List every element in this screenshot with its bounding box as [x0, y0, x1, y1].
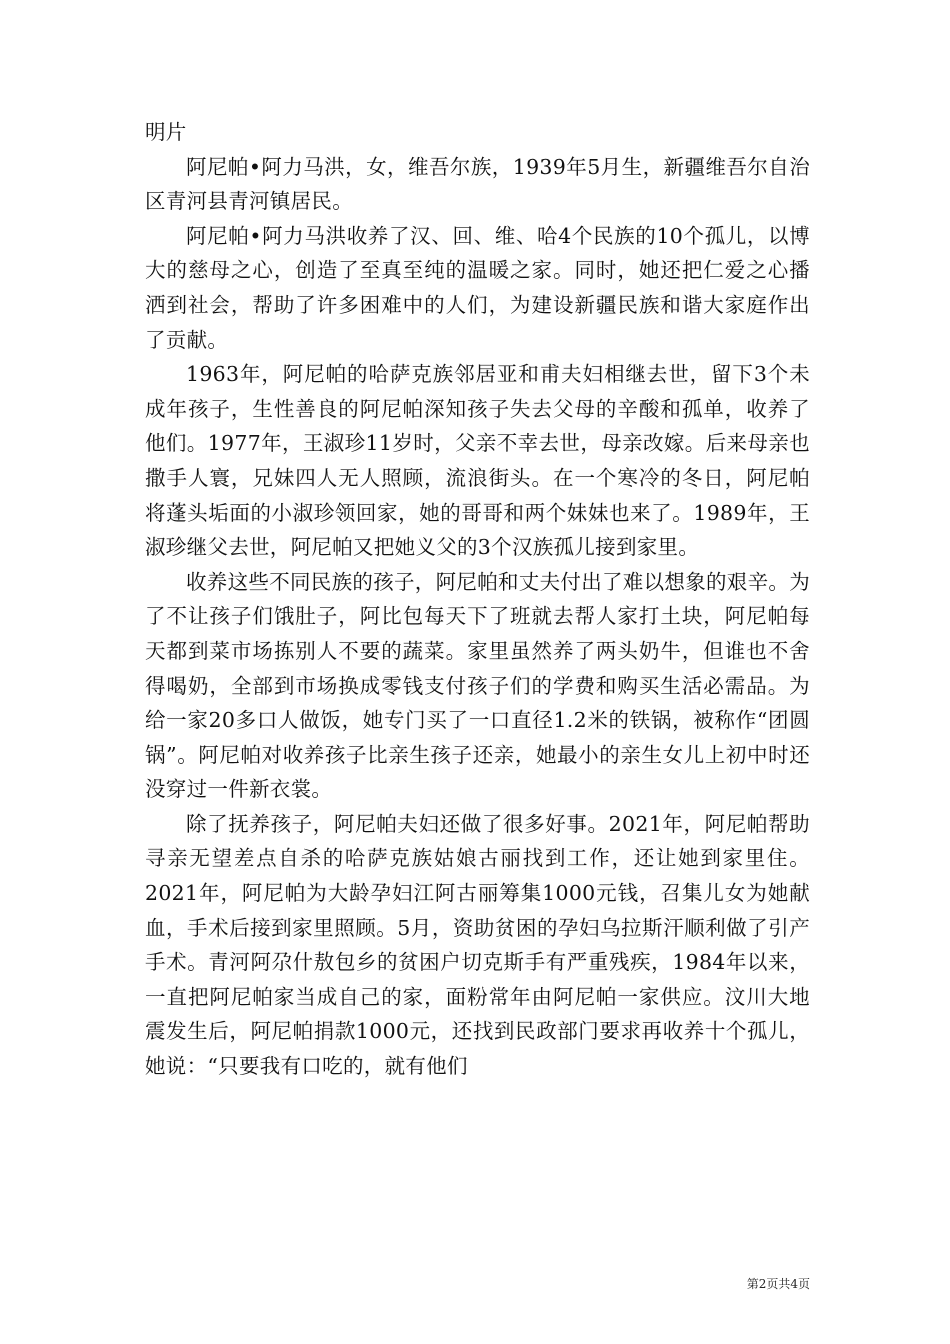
document-body: [145, 115, 810, 1084]
paragraph-adoption-history: 1963年，阿尼帕的哈萨克族邻居亚和甫夫妇相继去世，留下3个未成年孩子，生性善良的阿尼帕深知孩子失去父母的辛酸和孤单，收养了他们。1977年，王淑珍11岁时，父亲不幸去世，母亲改嫁。后来母亲也撒手人寰，兄妹四人无人照顾，流浪街头。在一个寒冷的冬日，阿尼帕将蓬头垢面的小淑珍领回家，她的哥哥和两个妹妹也来了。1989年，王淑珍继父去世，阿尼帕又把她义父的3个汉族孤儿接到家里。: [145, 362, 810, 560]
page-number: 第2页共4页: [746, 1277, 810, 1291]
paragraph-summary: 阿尼帕•阿力马洪收养了汉、回、维、哈4个民族的10个孤儿，以博大的慈母之心，创造了至真至纯的温暖之家。同时，她还把仁爱之心播洒到社会，帮助了许多困难中的人们，为建设新疆民族和谐大家庭作出了贡献。: [145, 223, 810, 352]
paragraph-profile: 阿尼帕•阿力马洪，女，维吾尔族，1939年5月生，新疆维吾尔自治区青河县青河镇居民。: [145, 154, 810, 214]
paragraph-good-deeds: 除了抚养孩子，阿尼帕夫妇还做了很多好事。2021年，阿尼帕帮助寻亲无望差点自杀的哈萨克族姑娘古丽找到工作，还让她到家里住。2021年，阿尼帕为大龄孕妇江阿古丽筹集1000元钱，召集儿女为她献血，手术后接到家里照顾。5月，资助贫困的孕妇乌拉斯汗顺利做了引产手术。青河阿尕什敖包乡的贫困户切克斯手有严重残疾，1984年以来，一直把阿尼帕家当成自己的家，面粉常年由阿尼帕一家供应。汶川大地震发生后，阿尼帕捐款1000元，还找到民政部门要求再收养十个孤儿，她说：“只要我有口吃的，就有他们: [145, 811, 810, 1079]
paragraph-continued: 明片: [145, 120, 187, 144]
paragraph-hardship: 收养这些不同民族的孩子，阿尼帕和丈夫付出了难以想象的艰辛。为了不让孩子们饿肚子，阿比包每天下了班就去帮人家打土块，阿尼帕每天都到菜市场拣别人不要的蔬菜。家里虽然养了两头奶牛，但谁也不舍得喝奶，全部到市场换成零钱支付孩子们的学费和购买生活必需品。为给一家20多口人做饭，她专门买了一口直径1.2米的铁锅，被称作“团圆锅”。阿尼帕对收养孩子比亲生孩子还亲，她最小的亲生女儿上初中时还没穿过一件新衣裳。: [145, 569, 810, 802]
